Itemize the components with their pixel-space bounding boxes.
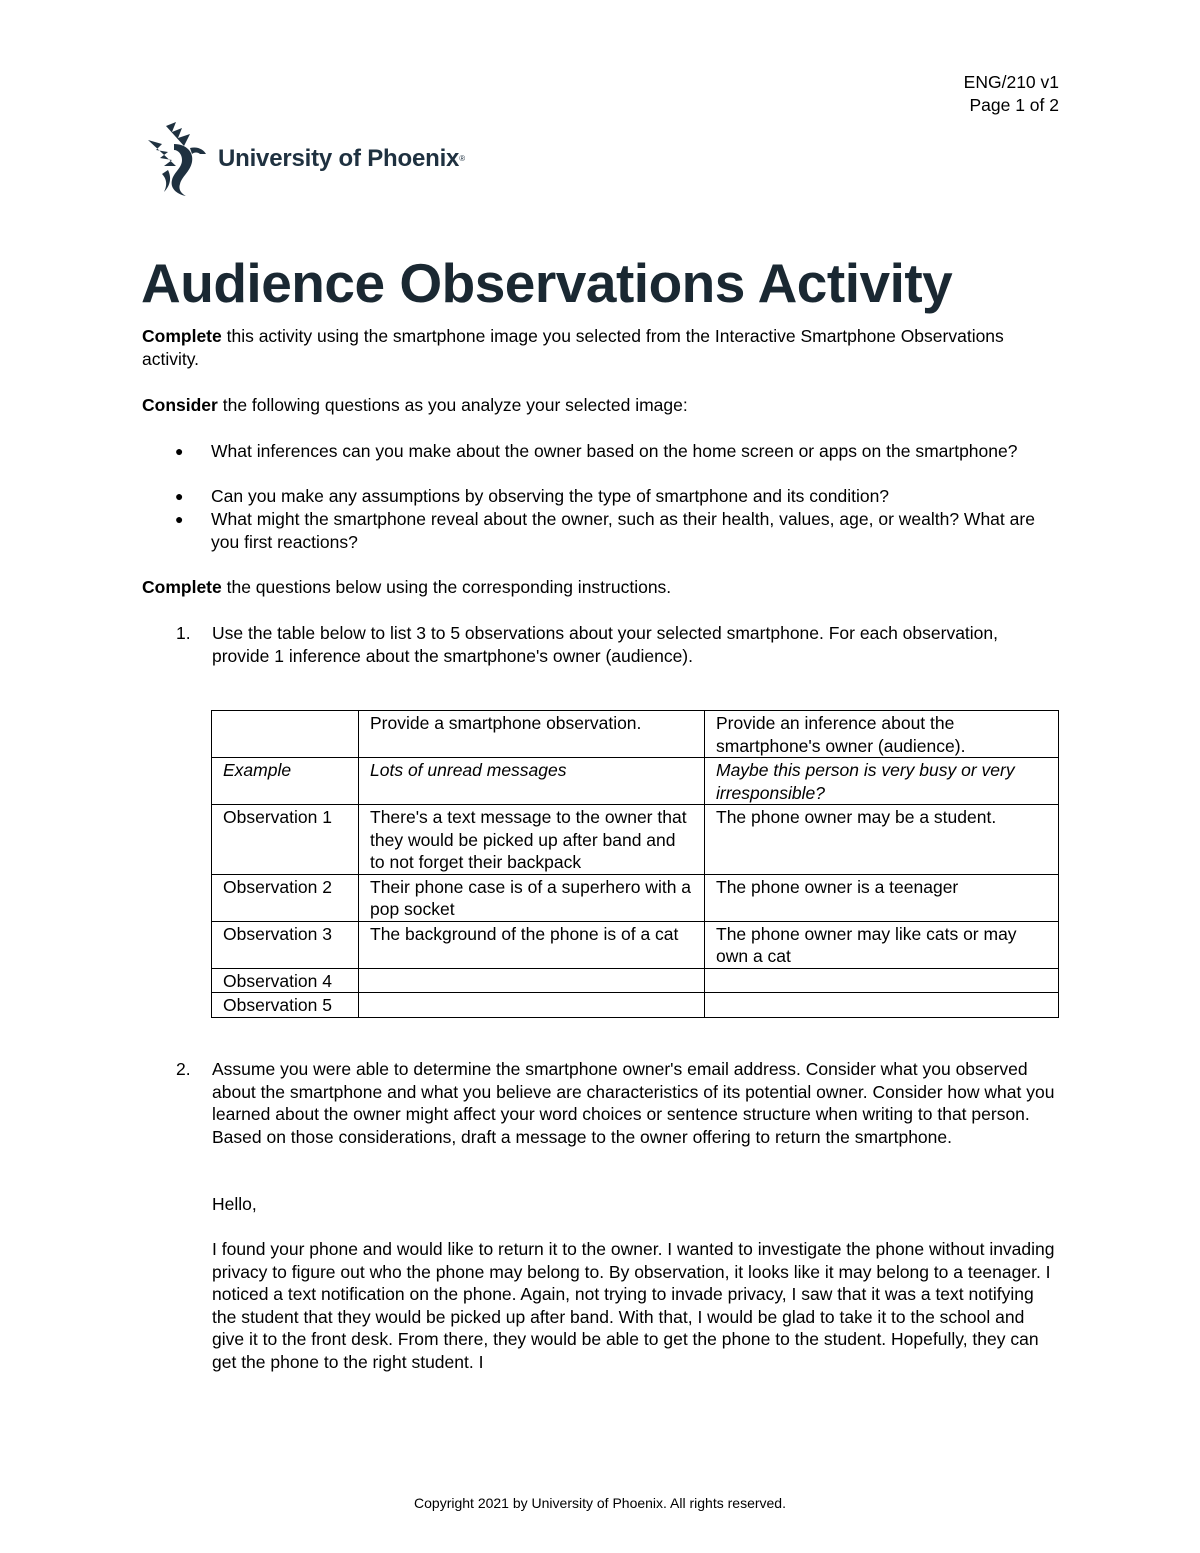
table-header-row	[212, 711, 1059, 758]
table-cell: Their phone case is of a superhero with a pop socket	[359, 874, 705, 921]
table-header-cell: Provide a smartphone observation.	[359, 711, 705, 758]
table-row	[212, 805, 1059, 875]
bullet-item	[175, 485, 1055, 508]
bullet-dot-icon: ●	[175, 488, 184, 504]
table-cell: The phone owner may like cats or may own a cat	[705, 921, 1059, 968]
intro-consider-bold: Consider	[142, 395, 218, 415]
instructions-text: the questions below using the corresponding instructions.	[221, 577, 672, 597]
bullet-text: What inferences can you make about the owner based on the home screen or apps on the smartphone?	[211, 441, 1018, 461]
table-row	[212, 921, 1059, 968]
table-cell: Lots of unread messages	[359, 758, 705, 805]
question-1-text: Use the table below to list 3 to 5 observations about your selected smartphone. For each observation, provide 1 inference about the smartphone's owner (audience).	[212, 623, 999, 666]
document-header	[964, 71, 1059, 117]
table-header-cell	[212, 711, 359, 758]
question-2-text: Assume you were able to determine the smartphone owner's email address. Consider what you observed about the smartphone and what you believe are characteristics of its potential owner. Consider how what you learned about the owner might affect your word choices or sentence structure when writing to that person. Based on those considerations, draft a message to the owner offering to return the smartphone.	[212, 1059, 1055, 1147]
table-cell: The background of the phone is of a cat	[359, 921, 705, 968]
table-cell: There's a text message to the owner that they would be picked up after band and to not forget their backpack	[359, 805, 705, 875]
table-row	[212, 993, 1059, 1018]
table-cell: The phone owner may be a student.	[705, 805, 1059, 875]
table-cell: Observation 1	[212, 805, 359, 875]
bullet-text: What might the smartphone reveal about the owner, such as their health, values, age, or wealth? What are you first reactions?	[211, 509, 1035, 552]
logo-text: University of Phoenix	[218, 144, 460, 172]
table-row	[212, 874, 1059, 921]
table-cell: Observation 3	[212, 921, 359, 968]
table-cell: The phone owner is a teenager	[705, 874, 1059, 921]
table-cell	[705, 993, 1059, 1018]
intro-complete-bold: Complete	[142, 326, 222, 346]
table-cell	[705, 968, 1059, 993]
table-cell: Observation 5	[212, 993, 359, 1018]
observations-table	[211, 710, 1059, 1018]
bullet-item	[175, 440, 1055, 463]
table-cell	[359, 993, 705, 1018]
letter-body: I found your phone and would like to return it to the owner. I wanted to investigate the phone without invading privacy to figure out who the phone may belong to. By observation, it looks like it may belong to a teenager. I noticed a text notification on the phone. Again, not trying to invade privacy, I saw that it was a text notifying the student that they would be picked up after band. With that, I would be glad to take it to the school and give it to the front desk. From there, they would be able to get the phone to the student. Hopefully, they can get the phone to the right student. I	[212, 1239, 1055, 1372]
instructions-bold: Complete	[142, 577, 222, 597]
university-logo	[146, 122, 465, 196]
table-row-example	[212, 758, 1059, 805]
instructions-paragraph	[142, 576, 1042, 599]
bullet-item	[175, 508, 1055, 553]
bullet-text: Can you make any assumptions by observing the type of smartphone and its condition?	[211, 486, 890, 506]
intro-complete-text: this activity using the smartphone image you selected from the Interactive Smartphone Observations activity.	[142, 326, 1004, 369]
question-2-number: 2.	[176, 1059, 191, 1079]
page-number: Page 1 of 2	[969, 95, 1059, 115]
table-cell: Observation 4	[212, 968, 359, 993]
bullet-dot-icon: ●	[175, 443, 184, 459]
letter-greeting: Hello,	[212, 1194, 257, 1214]
table-header-cell: Provide an inference about the smartphone's owner (audience).	[705, 711, 1059, 758]
table-cell: Observation 2	[212, 874, 359, 921]
logo-registered-mark: ®	[459, 153, 466, 163]
table-cell: Maybe this person is very busy or very irresponsible?	[705, 758, 1059, 805]
table-row	[212, 968, 1059, 993]
question-1	[176, 622, 1056, 667]
intro-paragraph-complete	[142, 325, 1042, 370]
question-1-number: 1.	[176, 623, 191, 643]
intro-consider-text: the following questions as you analyze your selected image:	[217, 395, 688, 415]
question-2	[176, 1058, 1056, 1148]
table-cell	[359, 968, 705, 993]
phoenix-bird-icon	[146, 122, 212, 196]
intro-paragraph-consider	[142, 394, 1042, 417]
copyright-footer: Copyright 2021 by University of Phoenix. All rights reserved.	[414, 1495, 786, 1511]
table-cell: Example	[212, 758, 359, 805]
bullet-dot-icon: ●	[175, 511, 184, 527]
course-code: ENG/210 v1	[963, 72, 1059, 92]
page-title: Audience Observations Activity	[141, 252, 953, 314]
